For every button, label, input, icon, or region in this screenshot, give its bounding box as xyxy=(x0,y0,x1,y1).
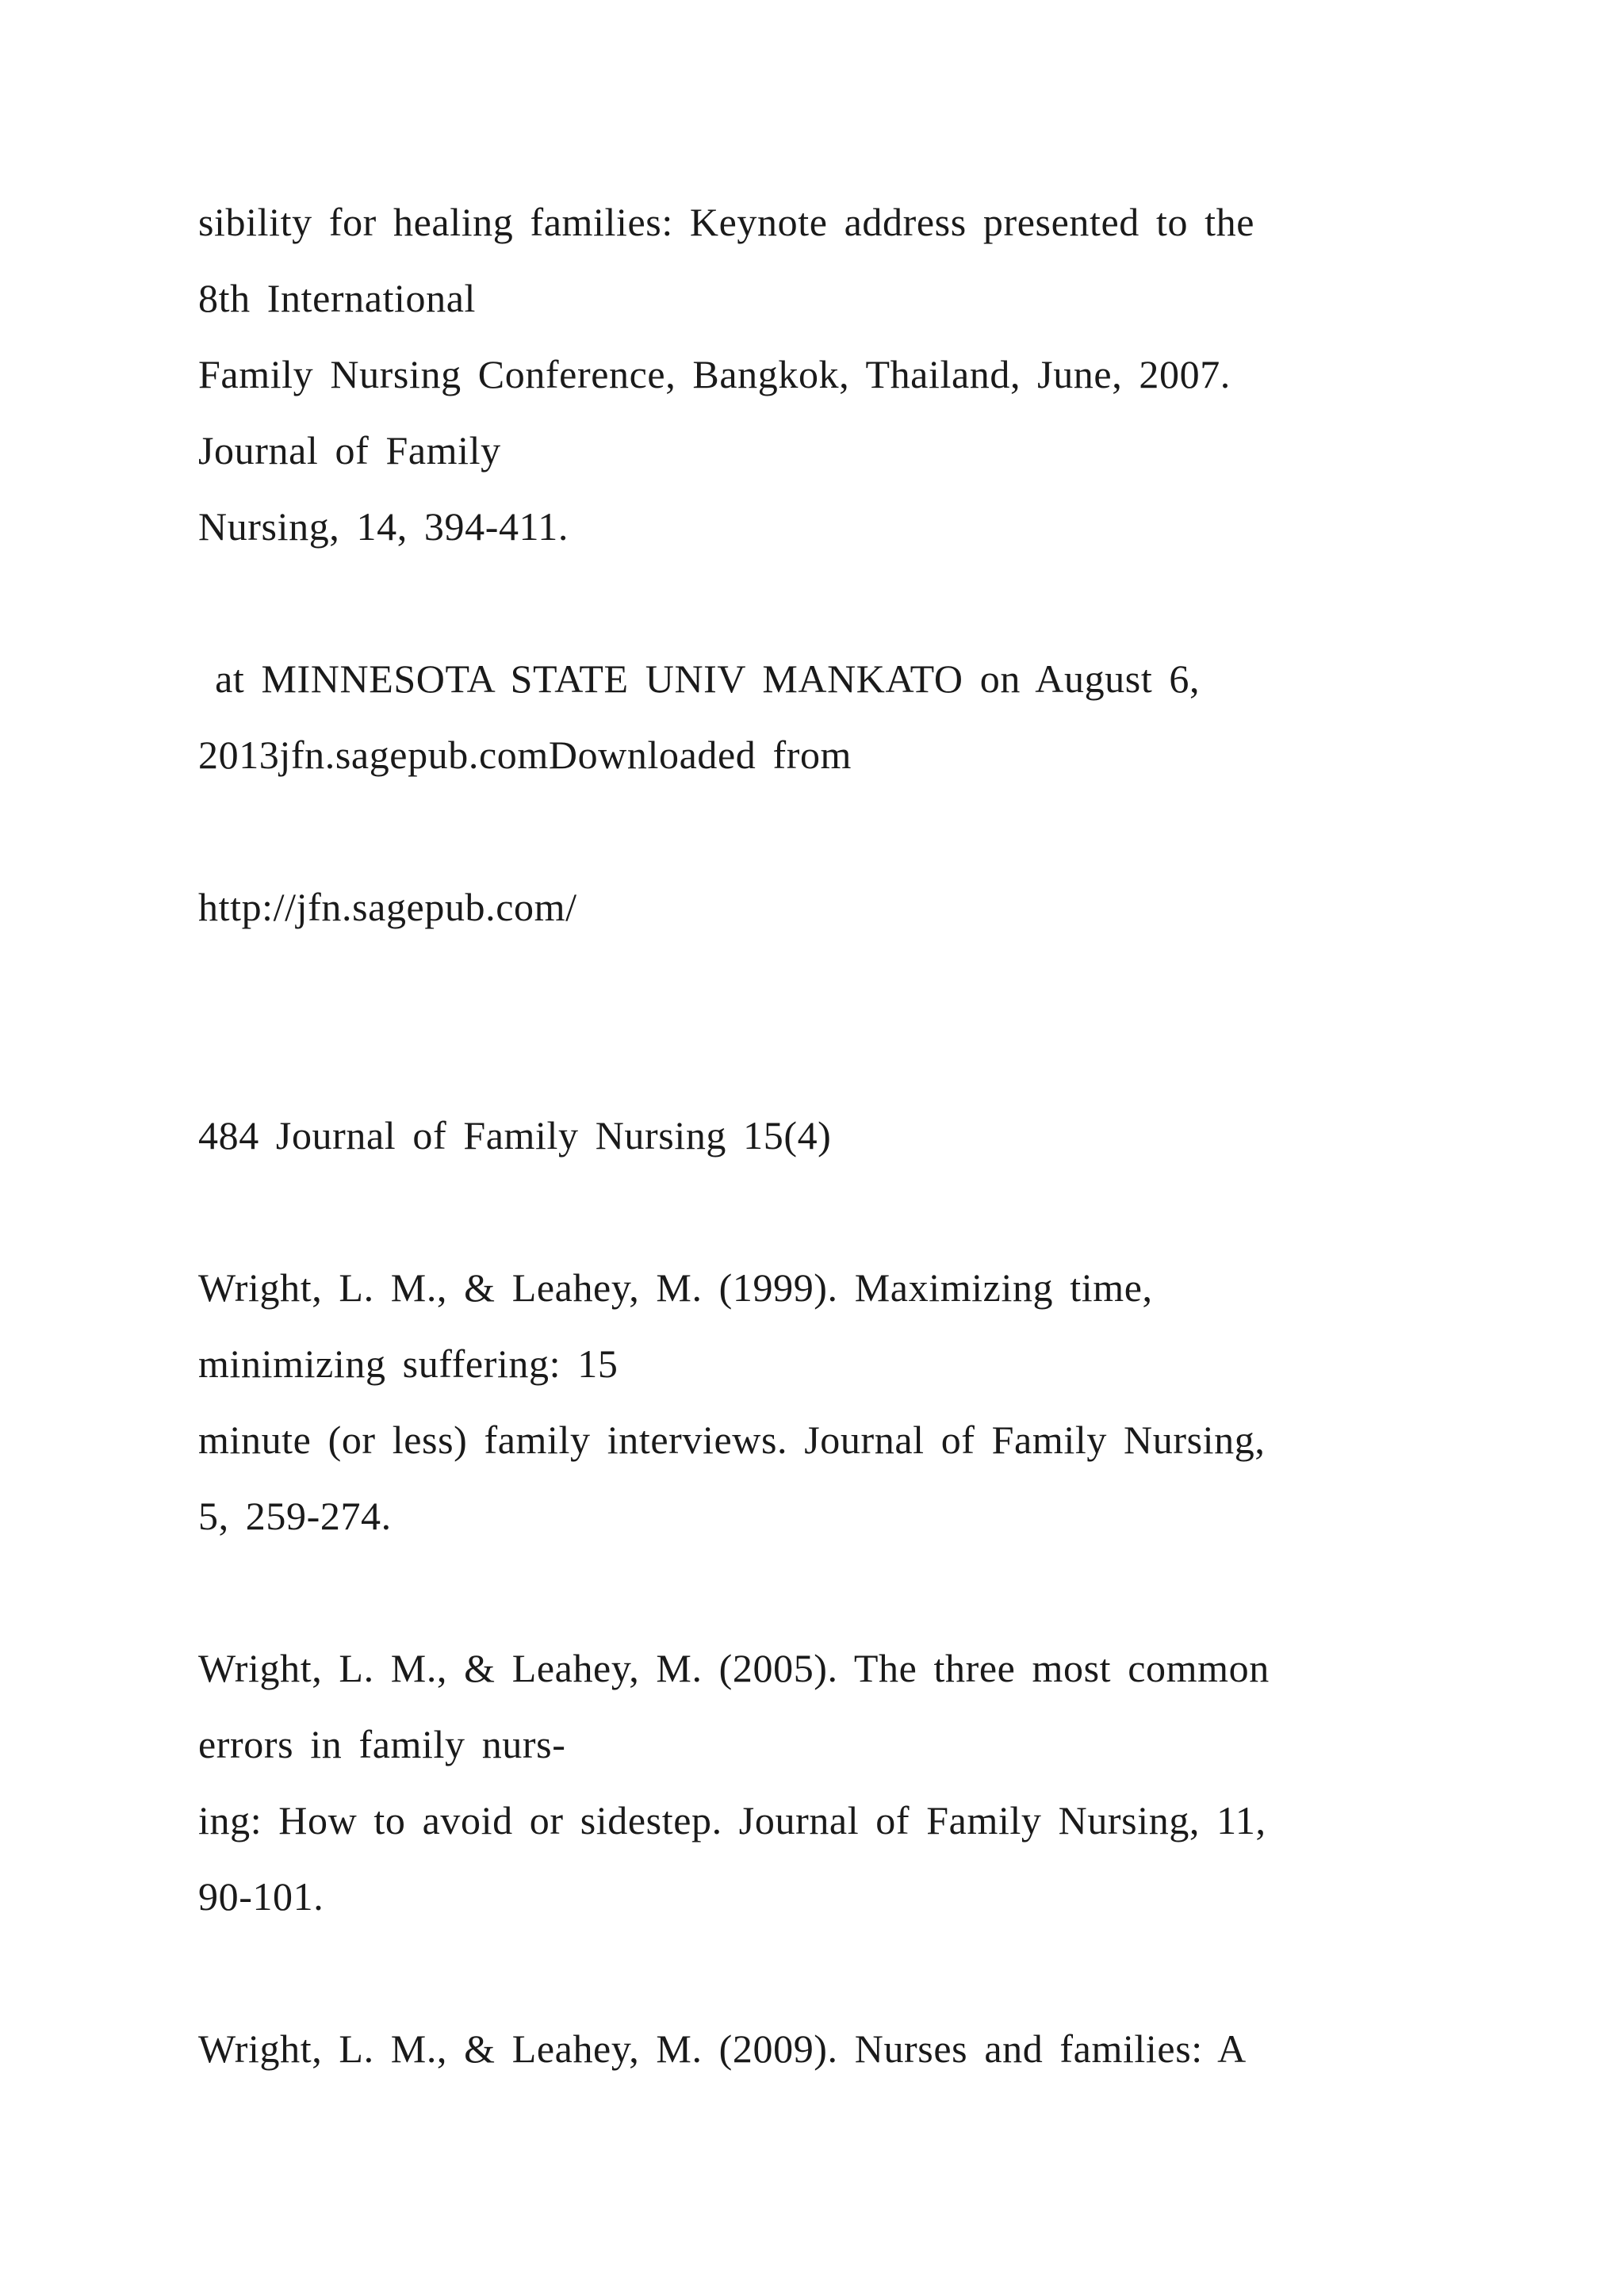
reference-line: Family Nursing Conference, Bangkok, Thailand, June, 2007. xyxy=(198,352,1231,396)
download-notice-line: 2013jfn.sagepub.comDownloaded from xyxy=(198,733,852,777)
reference-line: minimizing suffering: 15 xyxy=(198,1341,619,1386)
reference-line: 90-101. xyxy=(198,1874,324,1919)
reference-line: 8th International xyxy=(198,276,477,320)
reference-line: Nursing, 14, 394-411. xyxy=(198,504,569,549)
reference-line: Wright, L. M., & Leahey, M. (1999). Maximizing time, xyxy=(198,1265,1153,1310)
reference-line: Wright, L. M., & Leahey, M. (2005). The three most common xyxy=(198,1646,1270,1690)
reference-line: errors in family nurs- xyxy=(198,1722,566,1766)
reference-line: Journal of Family xyxy=(198,428,501,473)
source-url: http://jfn.sagepub.com/ xyxy=(198,885,577,929)
reference-line: 5, 259-274. xyxy=(198,1494,392,1538)
reference-line: minute (or less) family interviews. Journal of Family Nursing, xyxy=(198,1418,1266,1462)
reference-line: ing: How to avoid or sidestep. Journal of Family Nursing, 11, xyxy=(198,1798,1266,1843)
reference-line: Wright, L. M., & Leahey, M. (2009). Nurses and families: A xyxy=(198,2026,1247,2071)
reference-line: sibility for healing families: Keynote address presented to the xyxy=(198,200,1255,244)
download-notice-line: at MINNESOTA STATE UNIV MANKATO on August 6, xyxy=(198,656,1201,701)
running-header: 484 Journal of Family Nursing 15(4) xyxy=(198,1113,832,1158)
